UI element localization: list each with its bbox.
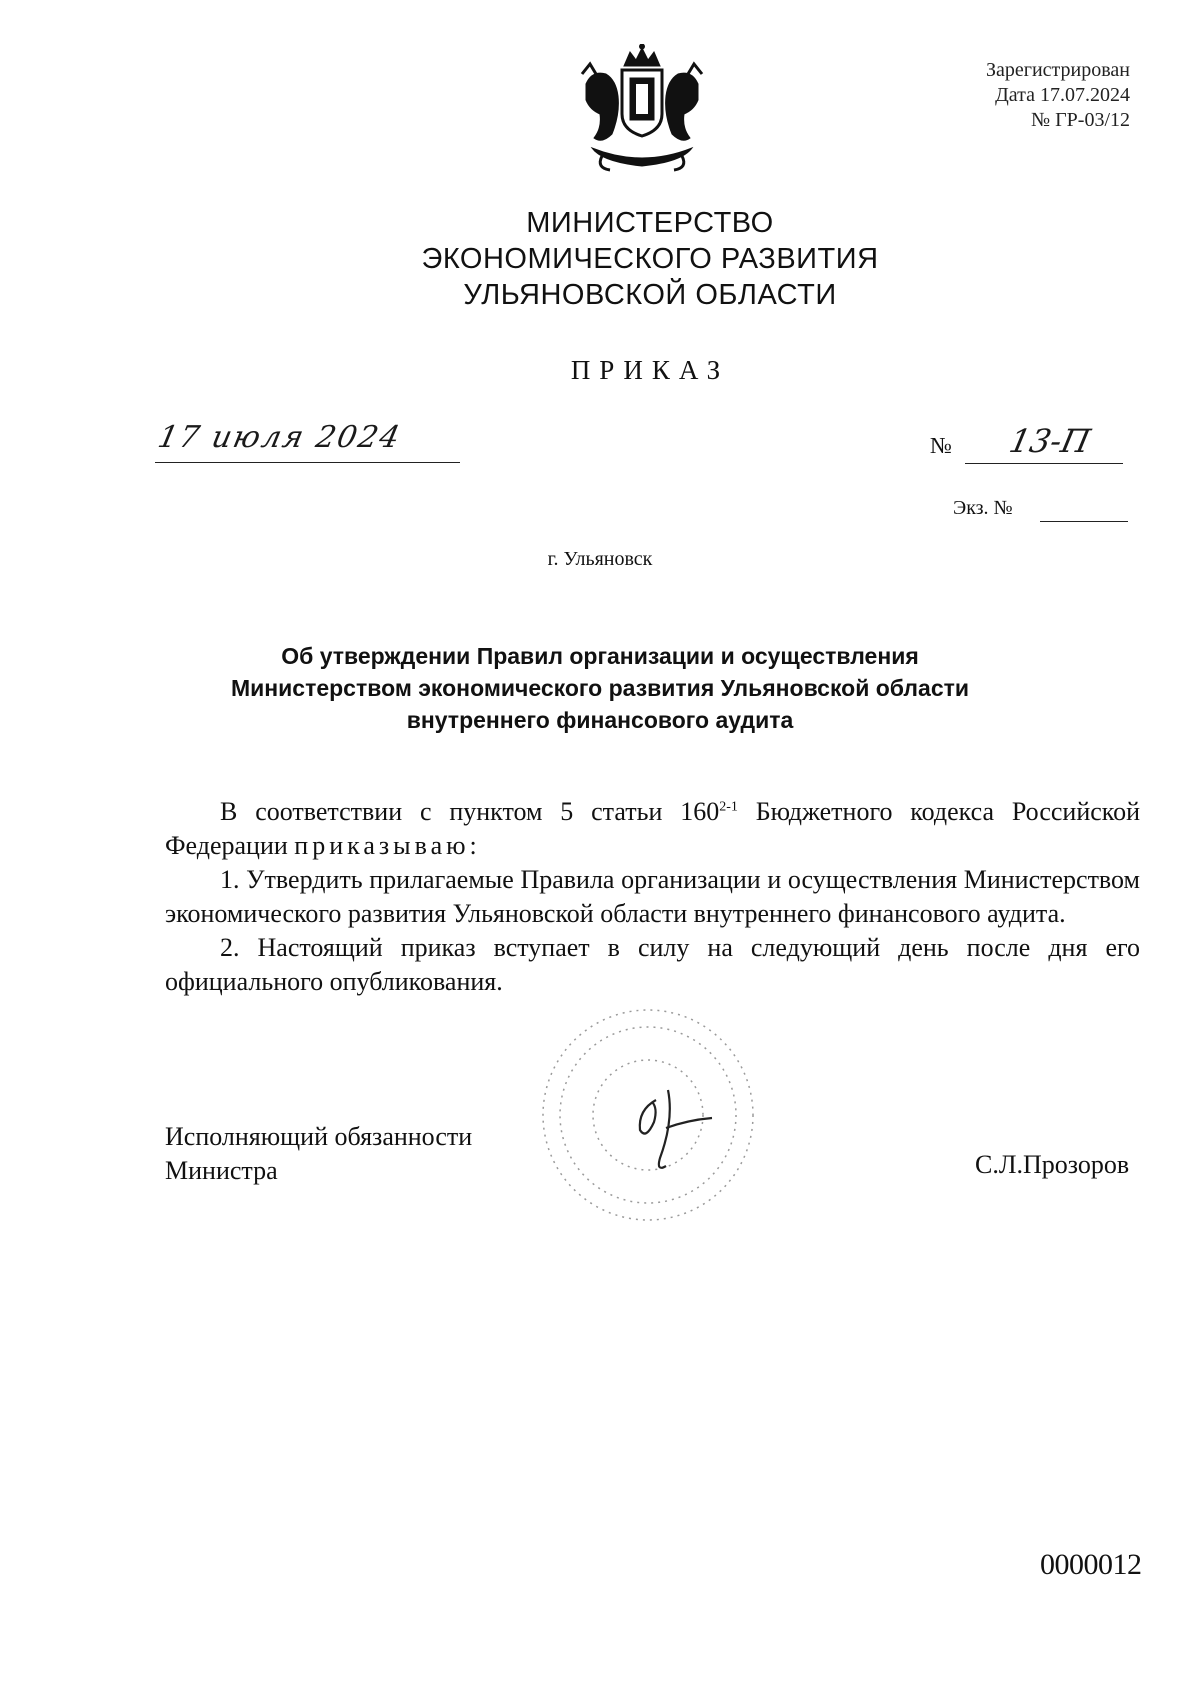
order-subject	[200, 640, 1000, 736]
copy-number-label: Экз. №	[953, 497, 1013, 519]
body-item-2: 2. Настоящий приказ вступает в силу на следующий день после дня его официального опубликования.	[165, 933, 1140, 996]
registration-stamp	[880, 58, 1130, 133]
signatory-position-line2: Министра	[165, 1156, 278, 1185]
registration-number: № ГР-03/12	[1031, 109, 1130, 131]
order-date-handwritten: 17 июля 2024	[154, 420, 405, 455]
body-item-1: 1. Утвердить прилагаемые Правила организации и осуществления Министерством экономического развития Ульяновской области внутреннего финансового аудита.	[165, 865, 1140, 928]
signatory-position-line1: Исполняющий обязанности	[165, 1122, 473, 1151]
order-number-label: №	[930, 433, 952, 458]
signatory-name: С.Л.Прозоров	[975, 1150, 1130, 1179]
ministry-header-line1: МИНИСТЕРСТВО	[526, 207, 774, 239]
registration-date: Дата 17.07.2024	[995, 84, 1130, 106]
order-subject-line2: Министерством экономического развития Ульяновской области	[230, 675, 970, 701]
registration-status: Зарегистрирован	[985, 59, 1130, 81]
article-superscript: 2-1	[719, 799, 738, 815]
official-seal-with-signature	[528, 990, 768, 1250]
ministry-header-line2: ЭКОНОМИЧЕСКОГО РАЗВИТИЯ	[421, 243, 879, 275]
order-date-underline	[155, 462, 460, 463]
copy-number-underline	[1040, 521, 1128, 522]
order-verb: приказываю	[294, 831, 470, 860]
city-name: г. Ульяновск	[547, 548, 653, 570]
document-serial-number: 0000012	[1040, 1548, 1142, 1581]
ministry-header	[300, 205, 1000, 313]
order-subject-line3: внутреннего финансового аудита	[406, 707, 794, 733]
signatory-position	[165, 1120, 472, 1188]
order-subject-line1: Об утверждении Правил организации и осуществления	[281, 643, 919, 669]
ministry-header-line3: УЛЬЯНОВСКОЙ ОБЛАСТИ	[463, 279, 837, 311]
document-type-title: ПРИКАЗ	[570, 355, 730, 385]
order-body	[165, 795, 1140, 999]
order-number-underline	[965, 463, 1123, 464]
body-intro: В соответствии с пунктом 5 статьи 160$^{2-1}$ Бюджетного кодекса Российской Федерации приказываю:	[165, 797, 1141, 860]
order-number-handwritten: 13-П	[1005, 422, 1094, 460]
coat-of-arms-emblem	[572, 44, 712, 174]
